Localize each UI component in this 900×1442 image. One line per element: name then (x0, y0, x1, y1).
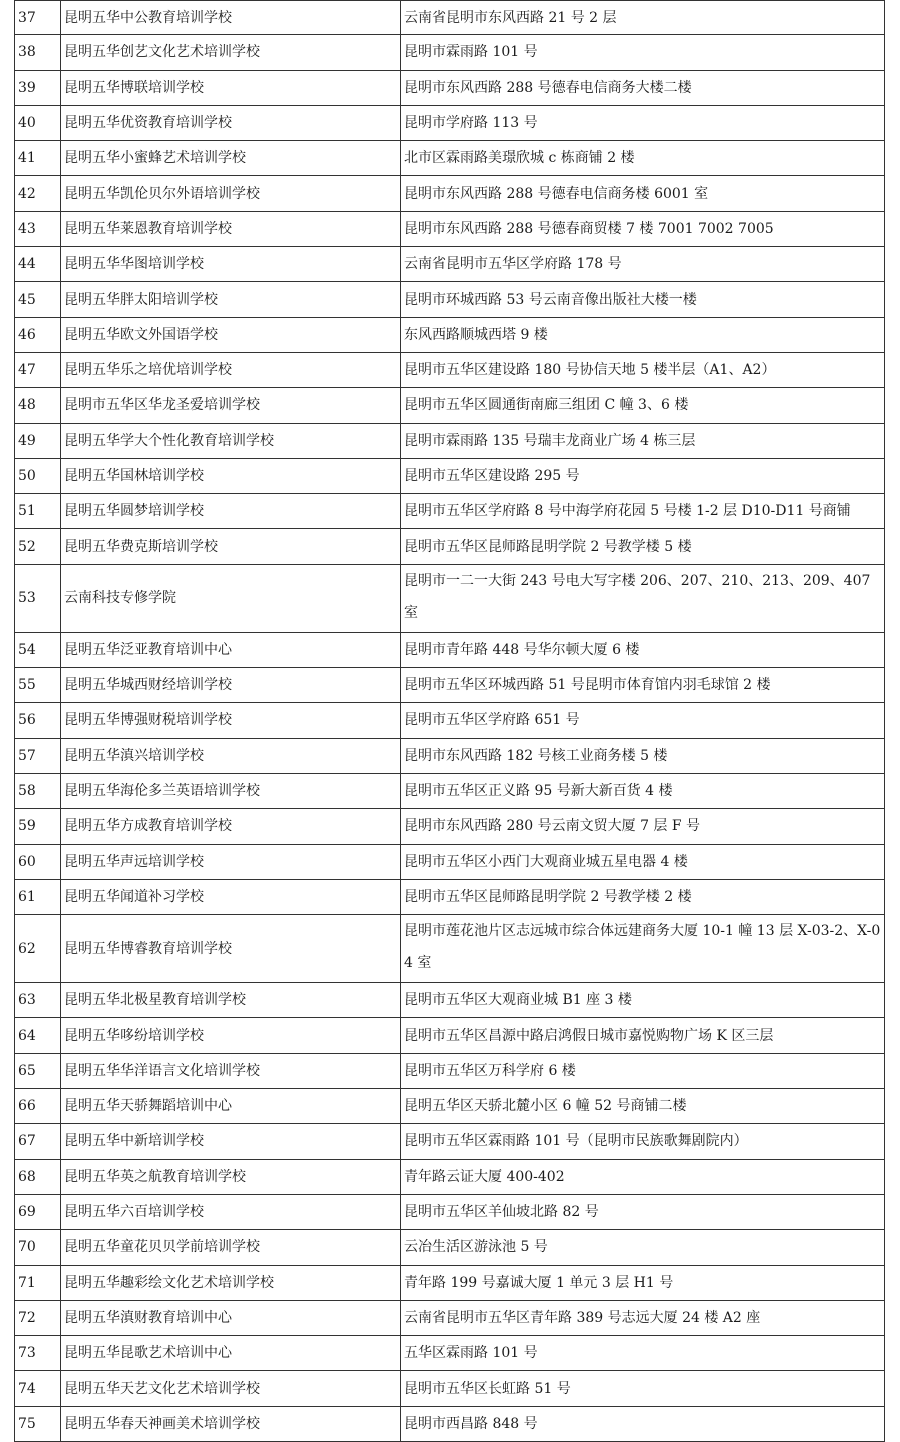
row-number: 61 (15, 880, 61, 914)
table-row (15, 247, 884, 282)
row-number: 70 (15, 1230, 61, 1264)
row-number: 52 (15, 529, 61, 563)
table-row (15, 71, 884, 106)
school-name: 昆明五华童花贝贝学前培训学校 (61, 1230, 401, 1264)
row-number: 46 (15, 318, 61, 352)
row-number: 39 (15, 71, 61, 105)
row-number: 69 (15, 1195, 61, 1229)
school-name: 昆明五华天艺文化艺术培训学校 (61, 1371, 401, 1405)
school-name: 昆明五华中公教育培训学校 (61, 1, 401, 34)
table-row (15, 282, 884, 317)
school-name: 昆明五华海伦多兰英语培训学校 (61, 774, 401, 808)
school-address: 昆明市霖雨路 101 号 (404, 44, 538, 61)
table-row (15, 1336, 884, 1371)
school-address: 昆明市霖雨路 135 号瑞丰龙商业广场 4 栋三层 (404, 432, 696, 449)
school-name: 昆明五华泛亚教育培训中心 (61, 633, 401, 667)
school-address: 昆明市学府路 113 号 (404, 115, 538, 132)
school-address: 昆明市东风西路 280 号云南文贸大厦 7 层 F 号 (404, 818, 701, 835)
school-address: 昆明市东风西路 288 号德春商贸楼 7 楼 7001 7002 7005 (404, 220, 774, 237)
school-address: 昆明市东风西路 182 号核工业商务楼 5 楼 (404, 747, 668, 764)
table-row (15, 565, 884, 633)
row-number: 72 (15, 1301, 61, 1335)
school-name: 昆明市五华区华龙圣爱培训学校 (61, 388, 401, 422)
row-number: 67 (15, 1124, 61, 1158)
table-row (15, 0, 884, 35)
table-row (15, 880, 884, 915)
row-number: 49 (15, 424, 61, 458)
table-row (15, 1160, 884, 1195)
school-address: 昆明市五华区小西门大观商业城五星电器 4 楼 (404, 853, 688, 870)
table-row (15, 668, 884, 703)
school-name: 昆明五华天骄舞蹈培训中心 (61, 1089, 401, 1123)
row-number: 56 (15, 703, 61, 737)
school-name: 昆明五华昆歌艺术培训中心 (61, 1336, 401, 1370)
school-name: 昆明五华英之航教育培训学校 (61, 1160, 401, 1194)
school-address: 五华区霖雨路 101 号 (404, 1345, 538, 1362)
row-number: 75 (15, 1407, 61, 1441)
row-number: 40 (15, 106, 61, 140)
school-name: 昆明五华滇兴培训学校 (61, 739, 401, 773)
row-number: 63 (15, 983, 61, 1017)
table-row (15, 809, 884, 844)
table-row (15, 1266, 884, 1301)
table-row (15, 739, 884, 774)
school-address: 昆明市五华区学府路 651 号 (404, 712, 580, 729)
row-number: 74 (15, 1371, 61, 1405)
school-name: 昆明五华费克斯培训学校 (61, 529, 401, 563)
school-name: 昆明五华学大个性化教育培训学校 (61, 424, 401, 458)
school-table (14, 0, 885, 1442)
school-address: 昆明市五华区昌源中路启鸿假日城市嘉悦购物广场 K 区三层 (404, 1027, 774, 1044)
table-row (15, 633, 884, 668)
school-name: 昆明五华欧文外国语学校 (61, 318, 401, 352)
row-number: 65 (15, 1054, 61, 1088)
row-number: 60 (15, 845, 61, 879)
school-address: 昆明市五华区霖雨路 101 号（昆明市民族歌舞剧院内） (404, 1133, 748, 1150)
school-name: 昆明五华博睿教育培训学校 (61, 915, 401, 982)
table-row (15, 176, 884, 211)
table-row (15, 703, 884, 738)
table-row (15, 1301, 884, 1336)
row-number: 64 (15, 1018, 61, 1052)
school-address: 昆明五华区天骄北麓小区 6 幢 52 号商铺二楼 (404, 1098, 687, 1115)
row-number: 50 (15, 459, 61, 493)
table-row (15, 774, 884, 809)
school-name: 昆明五华北极星教育培训学校 (61, 983, 401, 1017)
row-number: 58 (15, 774, 61, 808)
row-number: 37 (15, 1, 61, 34)
school-name: 昆明五华国林培训学校 (61, 459, 401, 493)
school-address: 昆明市五华区昆师路昆明学院 2 号教学楼 2 楼 (404, 888, 692, 905)
table-row (15, 388, 884, 423)
school-name: 昆明五华城西财经培训学校 (61, 668, 401, 702)
school-name: 昆明五华春天神画美术培训学校 (61, 1407, 401, 1441)
school-name: 昆明五华小蜜蜂艺术培训学校 (61, 141, 401, 175)
school-address: 昆明市东风西路 288 号德春电信商务大楼二楼 (404, 79, 692, 96)
row-number: 59 (15, 809, 61, 843)
school-address: 东风西路顺城西塔 9 楼 (404, 326, 548, 343)
school-address: 昆明市西昌路 848 号 (404, 1415, 538, 1432)
row-number: 42 (15, 176, 61, 210)
table-row (15, 459, 884, 494)
school-address: 昆明市五华区圆通街南廊三组团 C 幢 3、6 楼 (404, 397, 689, 414)
school-name: 昆明五华华洋语言文化培训学校 (61, 1054, 401, 1088)
table-row (15, 35, 884, 70)
table-row (15, 353, 884, 388)
school-address: 昆明市五华区大观商业城 B1 座 3 楼 (404, 992, 632, 1009)
school-address: 云南省昆明市五华区青年路 389 号志远大厦 24 楼 A2 座 (404, 1309, 761, 1326)
row-number: 45 (15, 282, 61, 316)
table-row (15, 1195, 884, 1230)
school-address: 昆明市一二一大街 243 号电大写字楼 206、207、210、213、209、407 室 (404, 572, 871, 621)
school-name: 昆明五华华图培训学校 (61, 247, 401, 281)
school-name: 昆明五华博强财税培训学校 (61, 703, 401, 737)
table-row (15, 318, 884, 353)
table-row (15, 1089, 884, 1124)
school-name: 昆明五华圆梦培训学校 (61, 494, 401, 528)
table-row (15, 494, 884, 529)
row-number: 54 (15, 633, 61, 667)
school-name: 云南科技专修学院 (61, 565, 401, 632)
school-address: 昆明市莲花池片区志远城市综合体远建商务大厦 10-1 幢 13 层 X-03-2、X-04 室 (404, 923, 881, 972)
row-number: 38 (15, 35, 61, 69)
table-row (15, 212, 884, 247)
table-row (15, 1018, 884, 1053)
row-number: 73 (15, 1336, 61, 1370)
row-number: 41 (15, 141, 61, 175)
school-address: 云南省昆明市五华区学府路 178 号 (404, 256, 622, 273)
school-address: 昆明市五华区建设路 180 号协信天地 5 楼半层（A1、A2） (404, 362, 776, 379)
row-number: 71 (15, 1266, 61, 1300)
row-number: 44 (15, 247, 61, 281)
row-number: 51 (15, 494, 61, 528)
school-address: 云南省昆明市东风西路 21 号 2 层 (404, 9, 617, 26)
table-row (15, 1054, 884, 1089)
row-number: 66 (15, 1089, 61, 1123)
school-address: 昆明市五华区长虹路 51 号 (404, 1380, 571, 1397)
table-row (15, 1230, 884, 1265)
school-address: 昆明市五华区环城西路 51 号昆明市体育馆内羽毛球馆 2 楼 (404, 677, 771, 694)
table-row (15, 915, 884, 983)
school-name: 昆明五华凯伦贝尔外语培训学校 (61, 176, 401, 210)
school-address: 昆明市东风西路 288 号德春电信商务楼 6001 室 (404, 185, 709, 202)
school-address: 昆明市五华区羊仙坡北路 82 号 (404, 1204, 599, 1221)
row-number: 68 (15, 1160, 61, 1194)
table-row (15, 1371, 884, 1406)
table-row (15, 983, 884, 1018)
school-name: 昆明五华闻道补习学校 (61, 880, 401, 914)
school-name: 昆明五华方成教育培训学校 (61, 809, 401, 843)
school-name: 昆明五华六百培训学校 (61, 1195, 401, 1229)
school-address: 昆明市五华区昆师路昆明学院 2 号教学楼 5 楼 (404, 538, 692, 555)
school-name: 昆明五华滇财教育培训中心 (61, 1301, 401, 1335)
table-row (15, 106, 884, 141)
school-address: 昆明市五华区正义路 95 号新大新百货 4 楼 (404, 783, 673, 800)
school-address: 昆明市五华区建设路 295 号 (404, 468, 580, 484)
table-row (15, 141, 884, 176)
row-number: 57 (15, 739, 61, 773)
school-address: 昆明市五华区万科学府 6 楼 (404, 1062, 576, 1079)
school-name: 昆明五华趣彩绘文化艺术培训学校 (61, 1266, 401, 1300)
row-number: 53 (15, 565, 61, 632)
row-number: 55 (15, 668, 61, 702)
school-address: 北市区霖雨路美璟欣城 c 栋商铺 2 楼 (404, 150, 635, 167)
table-row (15, 845, 884, 880)
school-name: 昆明五华胖太阳培训学校 (61, 282, 401, 316)
school-address: 云冶生活区游泳池 5 号 (404, 1239, 548, 1256)
table-row (15, 1124, 884, 1159)
school-name: 昆明五华优资教育培训学校 (61, 106, 401, 140)
row-number: 48 (15, 388, 61, 422)
table-row (15, 1407, 884, 1442)
school-address: 昆明市环城西路 53 号云南音像出版社大楼一楼 (404, 291, 697, 308)
table-row (15, 529, 884, 564)
school-name: 昆明五华乐之培优培训学校 (61, 353, 401, 387)
school-name: 昆明五华创艺文化艺术培训学校 (61, 35, 401, 69)
school-address: 青年路 199 号嘉诚大厦 1 单元 3 层 H1 号 (404, 1274, 674, 1291)
school-address: 昆明市青年路 448 号华尔顿大厦 6 楼 (404, 641, 640, 658)
row-number: 62 (15, 915, 61, 982)
school-address: 昆明市五华区学府路 8 号中海学府花园 5 号楼 1-2 层 D10-D11 号商铺 (404, 503, 851, 520)
school-address: 青年路云证大厦 400-402 (404, 1168, 565, 1185)
school-name: 昆明五华中新培训学校 (61, 1124, 401, 1158)
school-name: 昆明五华声远培训学校 (61, 845, 401, 879)
table-row (15, 424, 884, 459)
school-name: 昆明五华哆纷培训学校 (61, 1018, 401, 1052)
school-name: 昆明五华莱恩教育培训学校 (61, 212, 401, 246)
school-name: 昆明五华博联培训学校 (61, 71, 401, 105)
row-number: 43 (15, 212, 61, 246)
row-number: 47 (15, 353, 61, 387)
